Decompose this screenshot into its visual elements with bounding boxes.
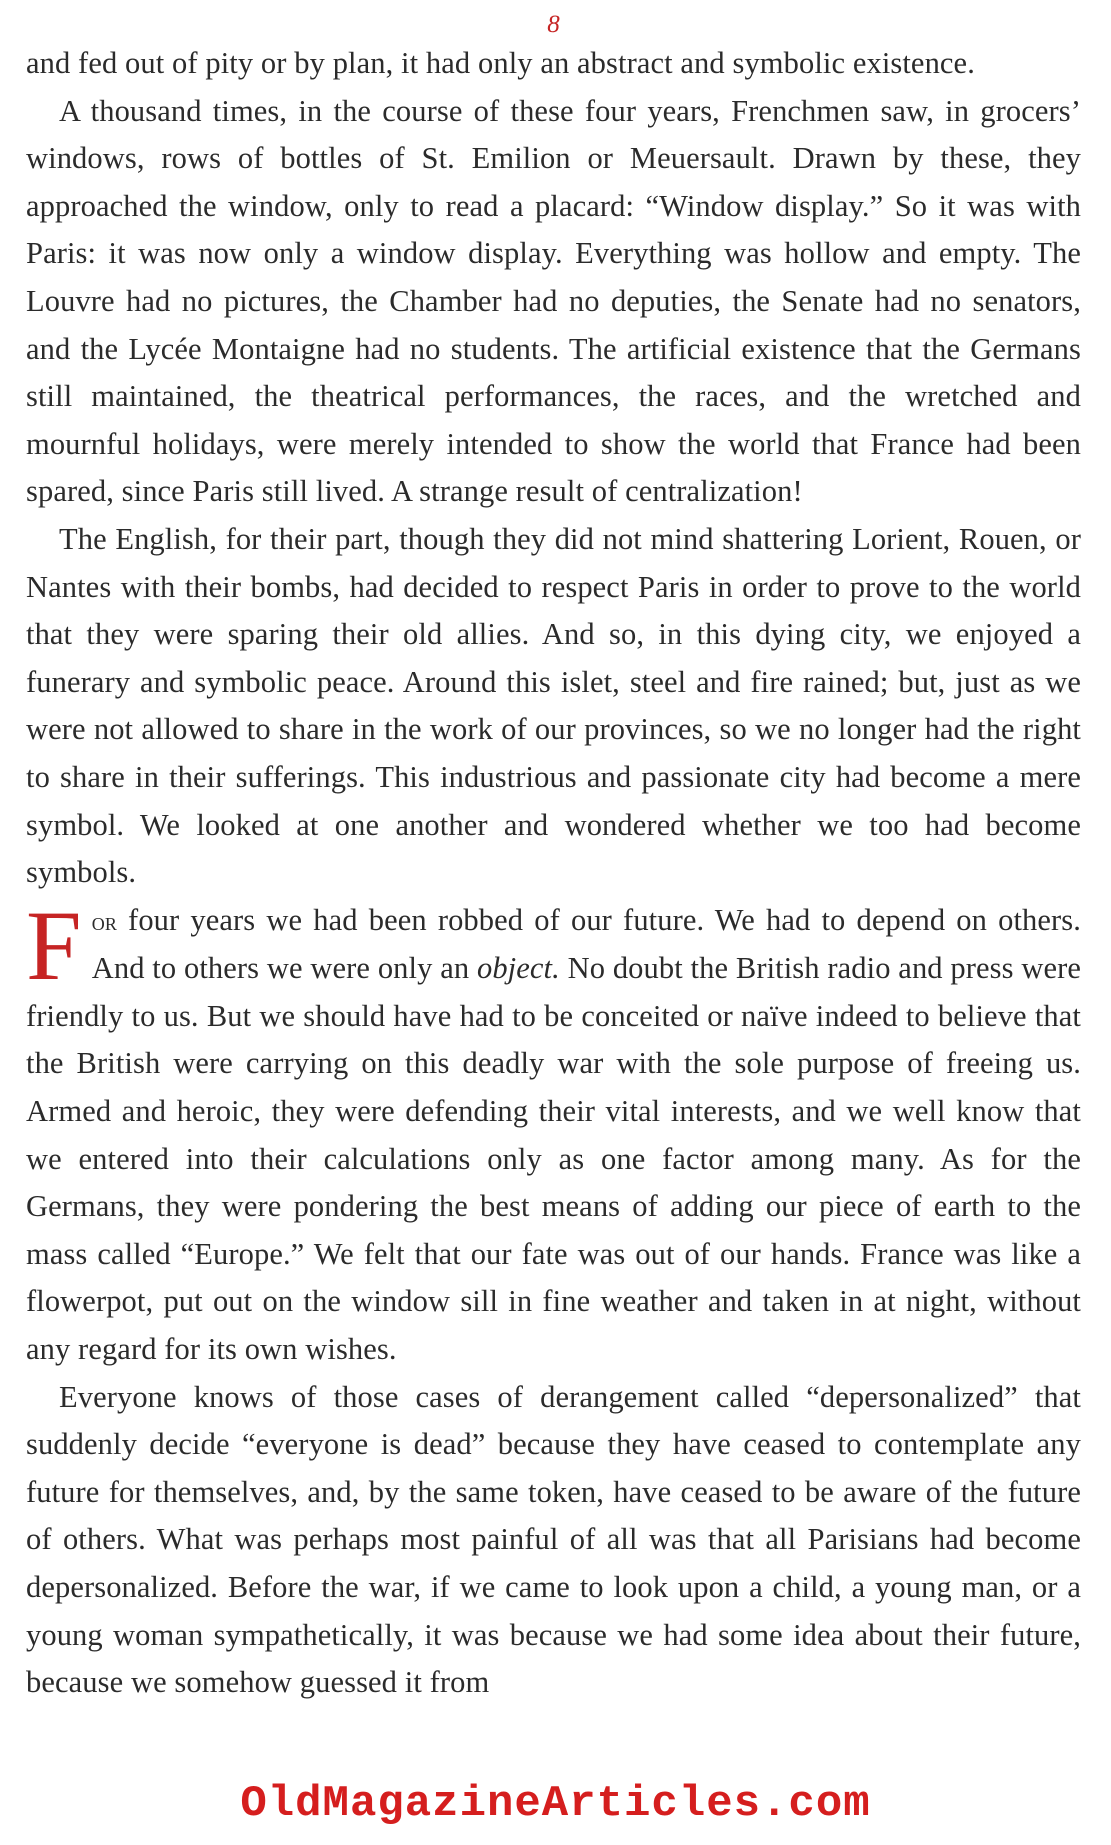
drop-cap-letter: F <box>26 889 82 1001</box>
site-watermark: OldMagazineArticles.com <box>240 1779 871 1829</box>
small-caps-lead: or <box>91 906 117 936</box>
paragraph-5: Everyone knows of those cases of derangement called “depersonalized” that suddenly decide “everyone is dead” because they have ceased to contemplate any future for themselves, and, by the same token, have ceased to be aware of the future of others. What was perhaps most painful of all was that all Parisians had become depersonalized. Before the war, if we came to look upon a child, a young man, or a young woman sympathetically, it was because we had some idea about their future, because we somehow guessed it from <box>26 1379 1081 1700</box>
paragraph-4 <box>26 889 1082 1374</box>
emphasized-word: object. <box>476 951 560 986</box>
paragraph-4-text-after: No doubt the British radio and press were friendly to us. But we should have had to be conceited or naïve indeed to believe that the British were carrying on this deadly war with the sole purpose of freeing us. Armed and heroic, they were defending their vital interests, and we well know that we entered into their calculations only as one factor among many. As for the Germans, they were pondering the best means of adding our piece of earth to the mass called “Europe.” We felt that our fate was out of our hands. France was like a flowerpot, put out on the window sill in fine weather and taken in at night, without any regard for its own wishes. <box>26 951 1082 1367</box>
article-page <box>26 0 1081 1845</box>
article-body <box>26 40 1081 1707</box>
paragraph-3: The English, for their part, though they did not mind shattering Lorient, Rouen, or Nantes with their bombs, had decided to respect Paris in order to prove to the world that they were sparing their old allies. And so, in this dying city, we enjoyed a funerary and symbolic peace. Around this islet, steel and fire rained; but, just as we were not allowed to share in the work of our provinces, so we no longer had the right to share in their sufferings. This industrious and passionate city had become a mere symbol. We looked at one another and wondered whether we too had become symbols. <box>26 521 1081 890</box>
paragraph-2: A thousand times, in the course of these four years, Frenchmen saw, in grocers’ windows, rows of bottles of St. Emilion or Meuersault. Drawn by these, they approached the window, only to read a placard: “Window display.” So it was with Paris: it was now only a window display. Everything was hollow and empty. The Louvre had no pictures, the Chamber had no deputies, the Senate had no senators, and the Lycée Montaigne had no students. The artificial existence that the Germans still maintained, the theatrical performances, the races, and the wretched and mournful holidays, were merely intended to show the world that France had been spared, since Paris still lived. A strange result of centralization! <box>26 93 1081 509</box>
page-number: 8 <box>547 11 560 38</box>
paragraph-4-text-before: four years we had been robbed of our future. We had to depend on others. And to others we were only an <box>91 902 1081 986</box>
paragraph-1: and fed out of pity or by plan, it had only an abstract and symbolic existence. <box>26 46 975 80</box>
